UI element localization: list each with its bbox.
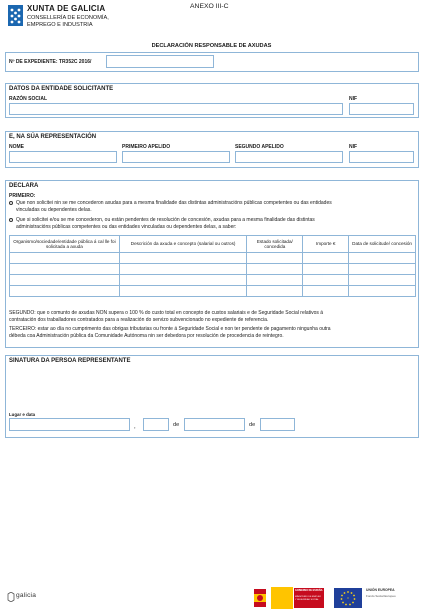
table-cell[interactable] xyxy=(119,264,247,275)
expediente-label: Nº DE EXPEDIENTE: TR352C 2016/ xyxy=(9,59,92,65)
eu-title: UNIÓN EUROPEA xyxy=(366,588,395,592)
table-cell[interactable] xyxy=(349,286,416,297)
annex-label: ANEXO III-C xyxy=(190,3,229,10)
table-cell[interactable] xyxy=(303,253,349,264)
table-row xyxy=(10,286,416,297)
entidade-section-title: DATOS DA ENTIDADE SOLICITANTE xyxy=(9,86,114,92)
ministerio-subtitle: MINISTERIO DE EMPLEO Y SEGURIDAD SOCIAL xyxy=(295,596,322,601)
option1-line1: Que non solicitei nin se me concederon axudas para a mesma finalidade das distintas administracións públicas competentes ou das entidades xyxy=(16,200,332,206)
xunta-logo xyxy=(8,5,23,26)
segundo-apelido-label: SEGUNDO APELIDO xyxy=(235,144,284,150)
table-header-descricion: Descrición da axuda e concepto (salarial ou outros) xyxy=(119,236,247,253)
entidade-nif-label: NIF xyxy=(349,96,358,102)
razon-social-label: RAZÓN SOCIAL xyxy=(9,96,48,102)
primeiro-label: PRIMEIRO: xyxy=(9,193,36,199)
representante-nif-label: NIF xyxy=(349,144,358,150)
table-header-estado: Estado solicitada/ concedida xyxy=(247,236,303,253)
table-cell[interactable] xyxy=(349,275,416,286)
lugar-input[interactable] xyxy=(9,418,130,431)
table-cell[interactable] xyxy=(10,286,120,297)
table-cell[interactable] xyxy=(303,264,349,275)
dia-input[interactable] xyxy=(143,418,169,431)
ministerio-title: GOBIERNO DE ESPAÑA xyxy=(295,589,323,592)
table-header-data: Data de solicitude/ concesión xyxy=(349,236,416,253)
spain-flag-block xyxy=(271,587,293,609)
sinatura-section-title: SINATURA DA PERSOA REPRESENTANTE xyxy=(9,358,131,364)
table-cell[interactable] xyxy=(119,286,247,297)
option2-radio[interactable] xyxy=(9,218,13,222)
option1-line2: vinculadas ou dependentes delas. xyxy=(16,207,92,213)
table-cell[interactable] xyxy=(349,264,416,275)
table-cell[interactable] xyxy=(10,253,120,264)
table-cell[interactable] xyxy=(10,264,120,275)
representacion-section-title: E, NA SÚA REPRESENTACIÓN xyxy=(9,134,97,140)
galicia-mark-icon xyxy=(7,592,15,602)
table-row xyxy=(10,275,416,286)
table-row xyxy=(10,253,416,264)
xunta-emblem-icon xyxy=(8,5,23,26)
eu-logo xyxy=(334,587,418,609)
eu-flag-icon xyxy=(334,588,362,608)
ministerio-banner xyxy=(294,588,324,608)
ministerio-logo xyxy=(252,587,324,609)
lugar-comma: , xyxy=(134,424,136,430)
representante-nif-input[interactable] xyxy=(349,151,414,163)
declara-section-title: DECLARA xyxy=(9,183,39,189)
department-line2: EMPREGO E INDUSTRIA xyxy=(27,22,93,28)
nome-label: NOME xyxy=(9,144,24,150)
table-cell[interactable] xyxy=(303,286,349,297)
expediente-input[interactable] xyxy=(106,55,214,68)
table-cell[interactable] xyxy=(247,264,303,275)
entidade-nif-input[interactable] xyxy=(349,103,414,115)
table-cell[interactable] xyxy=(349,253,416,264)
department-line1: CONSELLERÍA DE ECONOMÍA, xyxy=(27,15,109,21)
eu-subtitle: Fondo Social Europeo xyxy=(366,594,396,598)
terceiro-line1: TERCEIRO: estar ao día no cumprimento das obrigas tributarias ou fronte á Seguridade Social e non ter pendente de pagamento ningunha outra xyxy=(9,326,331,332)
document-title: DECLARACIÓN RESPONSABLE DE AXUDAS xyxy=(151,43,272,49)
axudas-table xyxy=(9,235,416,297)
spain-coat-of-arms-icon xyxy=(252,587,268,609)
mes-input[interactable] xyxy=(184,418,245,431)
table-header-organismo: Organismo/sociedade/entidade pública á cal lle foi solicitada a axuda xyxy=(10,236,120,253)
table-cell[interactable] xyxy=(247,286,303,297)
table-cell[interactable] xyxy=(247,253,303,264)
ano-input[interactable] xyxy=(260,418,295,431)
galicia-wordmark: galicia xyxy=(16,592,37,599)
nome-input[interactable] xyxy=(9,151,117,163)
option2-line2: administracións públicas competentes ou das entidades vinculadas ou dependentes delas, a saber: xyxy=(16,224,237,230)
de-label-2: de xyxy=(249,422,256,428)
table-cell[interactable] xyxy=(303,275,349,286)
org-name: XUNTA DE GALICIA xyxy=(27,4,106,13)
segundo-apelido-input[interactable] xyxy=(235,151,343,163)
table-header-importe: Importe € xyxy=(303,236,349,253)
table-header-row xyxy=(10,236,416,253)
table-row xyxy=(10,264,416,275)
option1-radio[interactable] xyxy=(9,201,13,205)
table-cell[interactable] xyxy=(119,275,247,286)
primeiro-apelido-label: PRIMEIRO APELIDO xyxy=(122,144,171,150)
table-cell[interactable] xyxy=(10,275,120,286)
terceiro-line2: débeda coa Administración pública da Comunidade Autónoma nin ser debedora por resolución de procedencia de reintegro. xyxy=(9,333,284,339)
razon-social-input[interactable] xyxy=(9,103,343,115)
segundo-line1: SEGUNDO: que o comunto de axudas NON supera o 100 % do custo total en concepto de custos salariais e de Seguridade Social relativos á xyxy=(9,310,324,316)
option2-line1: Que si solicitei e/ou se me concederon, ou están pendentes de resolución de concesión, axudas para a mesma finalidade das distintas xyxy=(16,217,315,223)
table-cell[interactable] xyxy=(247,275,303,286)
lugar-data-label: Lugar e data xyxy=(9,412,36,417)
de-label-1: de xyxy=(173,422,180,428)
table-cell[interactable] xyxy=(119,253,247,264)
primeiro-apelido-input[interactable] xyxy=(122,151,230,163)
segundo-line2: contratación dos traballadores contratados para a realización do servizo subvencionado no expediente de referencia. xyxy=(9,317,269,323)
